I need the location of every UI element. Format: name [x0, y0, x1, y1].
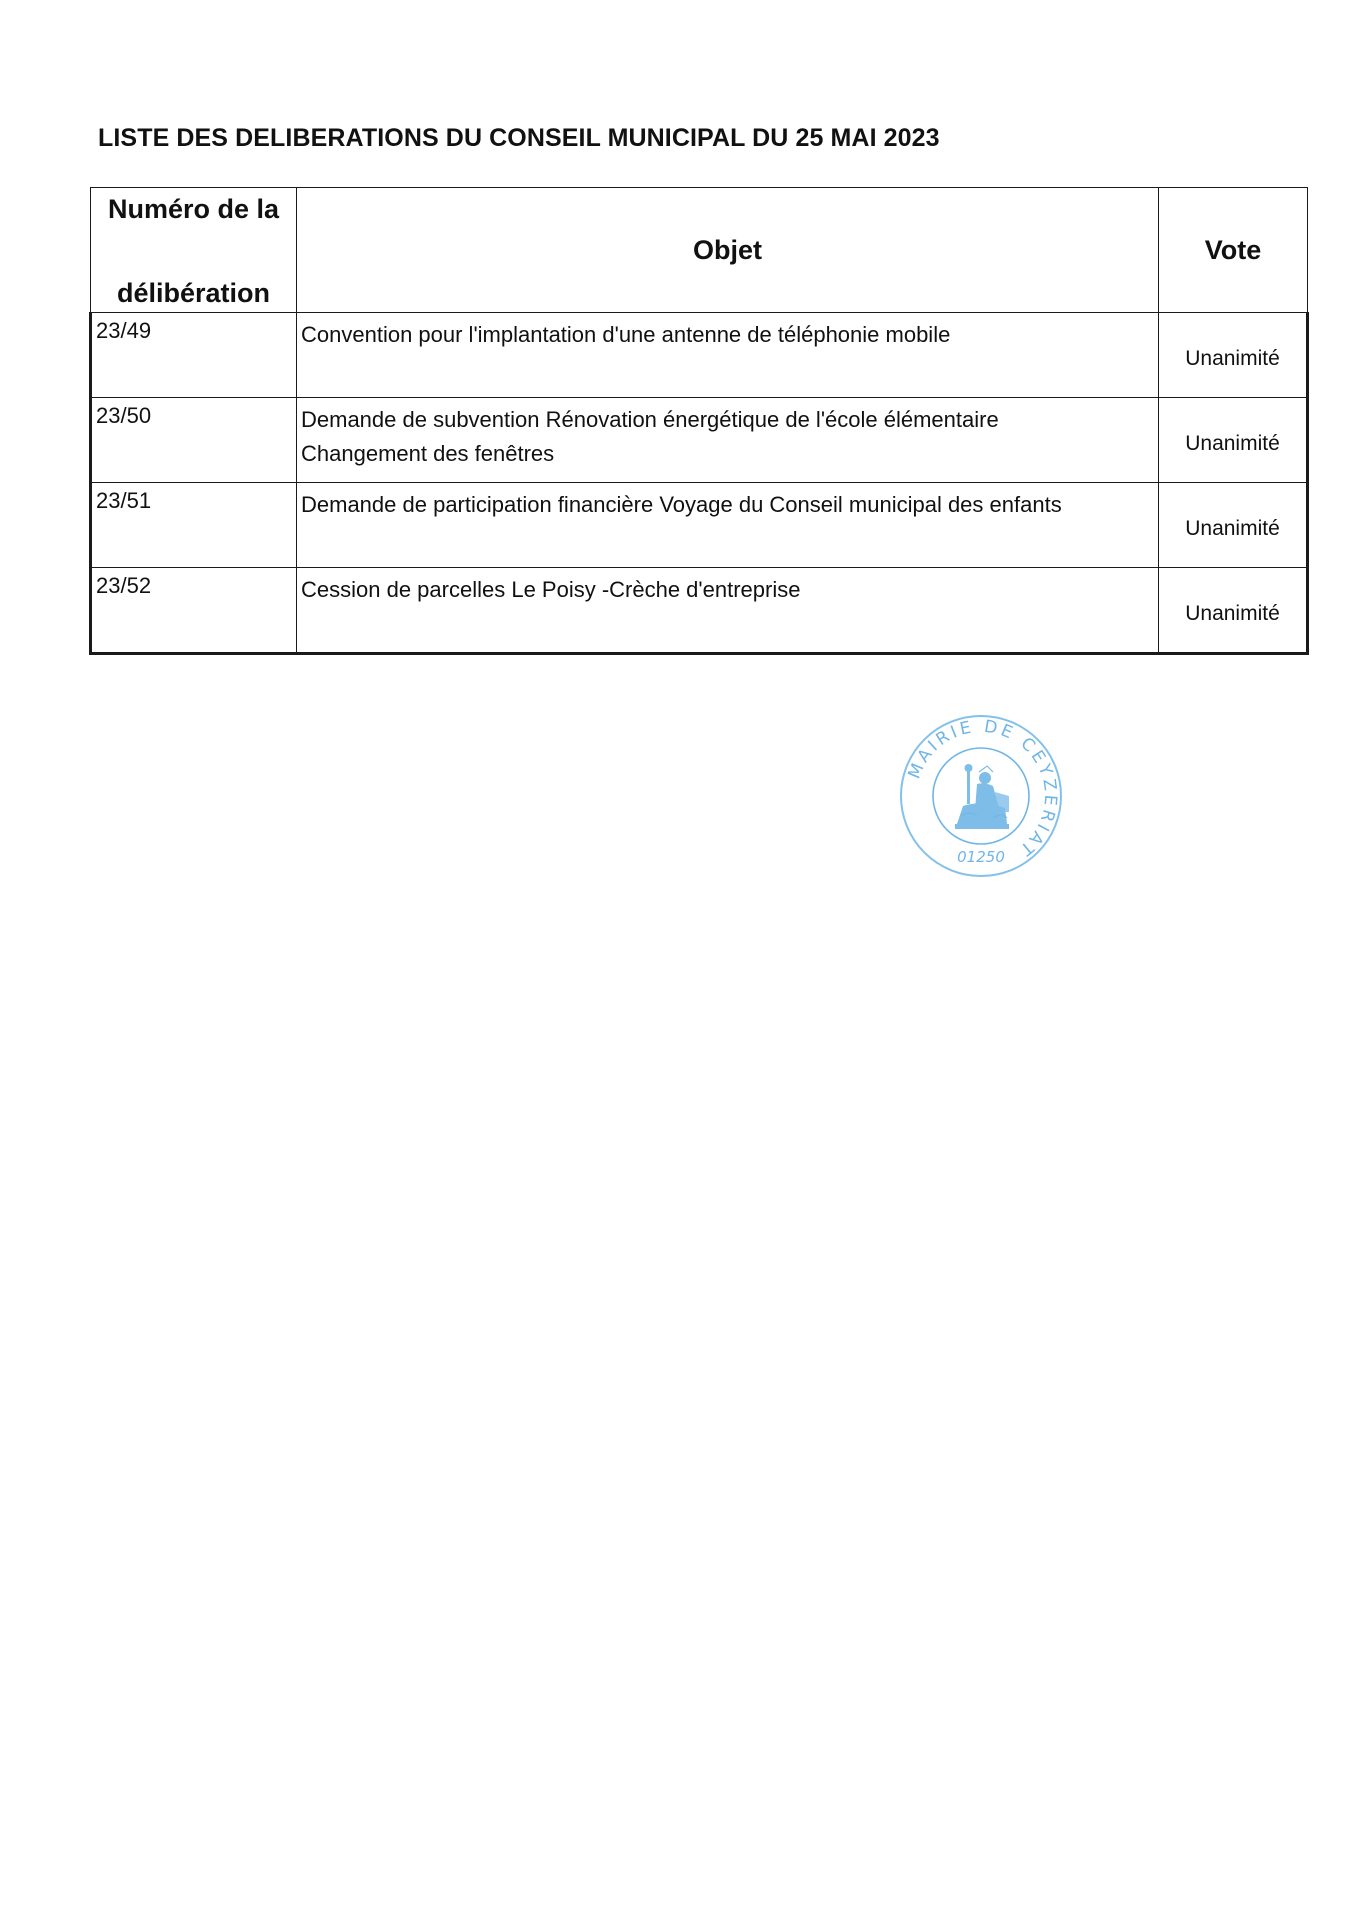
table-header-row — [91, 188, 1308, 313]
cell-vote: Unanimité — [1159, 568, 1308, 654]
header-objet: Objet — [297, 188, 1159, 313]
cell-objet-line: Demande de participation financière Voyage du Conseil municipal des enfants — [301, 492, 1062, 517]
page-title: LISTE DES DELIBERATIONS DU CONSEIL MUNICIPAL DU 25 MAI 2023 — [98, 124, 940, 152]
cell-vote: Unanimité — [1159, 483, 1308, 568]
cell-numero: 23/49 — [91, 313, 297, 398]
deliberations-table-wrapper — [89, 187, 1309, 655]
cell-vote: Unanimité — [1159, 313, 1308, 398]
stamp-ring-text: MAIRIE DE CEYZERIAT — [904, 716, 1061, 861]
cell-objet — [297, 398, 1159, 483]
table-row — [91, 568, 1308, 654]
stamp-postal-code: 01250 — [957, 848, 1005, 866]
cell-objet-line: Demande de subvention Rénovation énergétique de l'école élémentaire — [301, 407, 999, 432]
cell-vote: Unanimité — [1159, 398, 1308, 483]
cell-objet-line: Changement des fenêtres — [301, 441, 555, 466]
table-row — [91, 313, 1308, 398]
cell-objet-line: Cession de parcelles Le Poisy -Crèche d'entreprise — [301, 577, 801, 602]
cell-objet — [297, 568, 1159, 654]
mairie-stamp — [897, 712, 1065, 880]
marianne-seal-icon — [897, 712, 1065, 880]
cell-numero: 23/51 — [91, 483, 297, 568]
header-numero-line2: délibération — [116, 278, 271, 308]
deliberations-table — [89, 187, 1309, 655]
header-numero — [91, 188, 297, 313]
header-numero-line1: Numéro de la — [107, 194, 280, 224]
cell-numero: 23/52 — [91, 568, 297, 654]
table-row — [91, 483, 1308, 568]
table-row — [91, 398, 1308, 483]
cell-objet — [297, 483, 1159, 568]
header-vote: Vote — [1159, 188, 1308, 313]
cell-numero: 23/50 — [91, 398, 297, 483]
cell-objet — [297, 313, 1159, 398]
cell-objet-line: Convention pour l'implantation d'une antenne de téléphonie mobile — [301, 322, 951, 347]
